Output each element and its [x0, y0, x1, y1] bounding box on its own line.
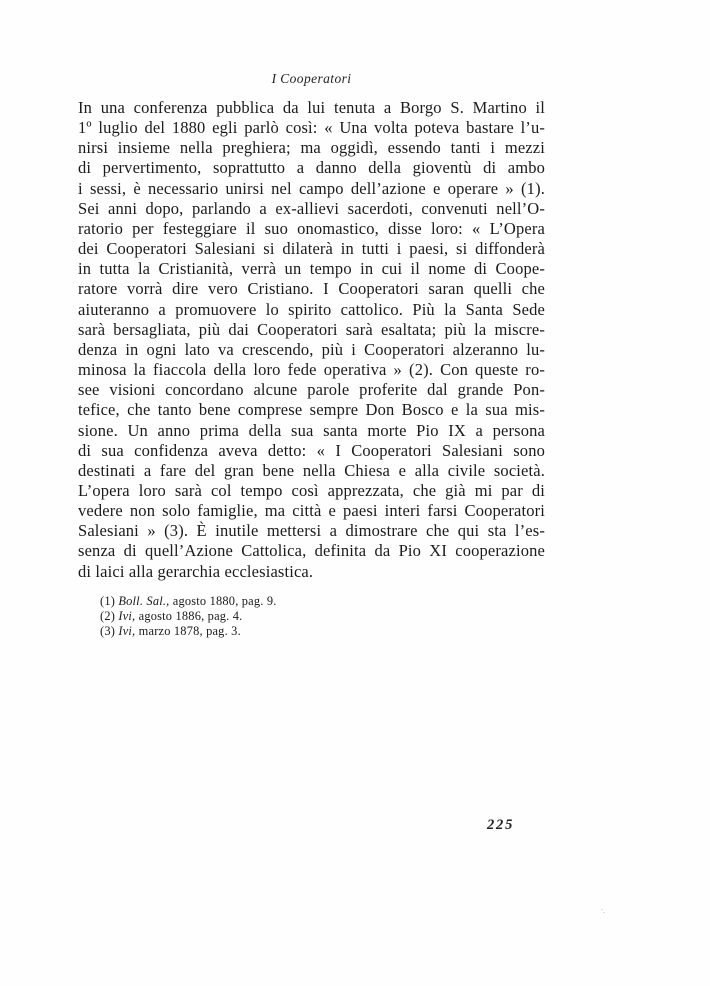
body-line: 1º luglio del 1880 egli parlò così: « Una volta poteva bastare l’u- — [78, 118, 545, 138]
body-line: sarà bersagliata, più dai Cooperatori sarà esaltata; più la miscre- — [78, 319, 545, 339]
footnote-marker: (1) — [100, 594, 116, 608]
body-line: vedere non solo famiglie, ma città e paesi interi farsi Cooperatori — [78, 501, 545, 521]
body-line: in tutta la Cristianità, verrà un tempo in cui il nome di Coope- — [78, 259, 545, 279]
body-line: see visioni concordano alcune parole proferite dal grande Pon- — [78, 380, 545, 400]
page-number: 225 — [487, 817, 515, 833]
footnote-source: Boll. Sal., — [118, 594, 170, 608]
body-line: L’opera loro sarà col tempo così apprezzata, che già mi par di — [78, 480, 545, 500]
body-line: Sei anni dopo, parlando a ex-allievi sacerdoti, convenuti nell’O- — [78, 198, 545, 218]
body-line: di sua confidenza aveva detto: « I Cooperatori Salesiani sono — [78, 440, 545, 460]
footnote-marker: (3) — [100, 624, 116, 639]
body-line: sione. Un anno prima della sua santa morte Pio IX a persona — [78, 420, 545, 440]
body-line: aiuteranno a promuovere lo spirito cattolico. Più la Santa Sede — [78, 299, 545, 319]
body-line: dei Cooperatori Salesiani si dilaterà in tutti i paesi, si diffonderà — [78, 239, 545, 259]
body-line: i sessi, è necessario unirsi nel campo dell’azione e operare » (1). — [78, 178, 545, 198]
footnote-source: Ivi, — [118, 624, 136, 639]
body-line: denza in ogni lato va crescendo, più i Cooperatori alzeranno lu- — [78, 339, 545, 359]
body-line: senza di quell’Azione Cattolica, definita da Pio XI cooperazione — [78, 541, 545, 561]
body-line: destinati a fare del gran bene nella Chiesa e alla civile società. — [78, 460, 545, 480]
body-line: nirsi insieme nella preghiera; ma oggidì, essendo tanti i mezzi — [78, 138, 545, 158]
running-header: I Cooperatori — [271, 71, 352, 86]
footnote-text: agosto 1886, pag. 4. — [138, 609, 243, 624]
footnote-text: agosto 1880, pag. 9. — [172, 594, 277, 608]
body-line: ratore vorrà dire vero Cristiano. I Cooperatori saran quelli che — [78, 279, 545, 299]
body-line: ratorio per festeggiare il suo onomastico, disse loro: « L’Opera — [78, 218, 545, 238]
footnotes-block — [100, 594, 545, 640]
body-line-last: di laici alla gerarchia ecclesiastica. — [78, 561, 314, 581]
footnote-source: Ivi, — [118, 609, 136, 624]
body-line: In una conferenza pubblica da lui tenuta a Borgo S. Martino il — [78, 98, 545, 117]
body-line: Salesiani » (3). È inutile mettersi a dimostrare che qui sta l’es- — [78, 521, 545, 541]
footnote — [100, 594, 545, 609]
body-line: di pervertimento, soprattutto a danno della gioventù di ambo — [78, 158, 545, 178]
footnote-text: marzo 1878, pag. 3. — [138, 624, 241, 639]
scan-artifact: ˊ· — [599, 907, 607, 918]
body-text — [78, 98, 545, 582]
footnote-marker: (2) — [100, 609, 116, 624]
body-line: tefice, che tanto bene comprese sempre Don Bosco e la sua mis- — [78, 400, 545, 420]
body-line: minosa la fiaccola della loro fede operativa » (2). Con queste ro- — [78, 360, 545, 380]
footnote — [100, 624, 545, 639]
footnote — [100, 609, 545, 624]
